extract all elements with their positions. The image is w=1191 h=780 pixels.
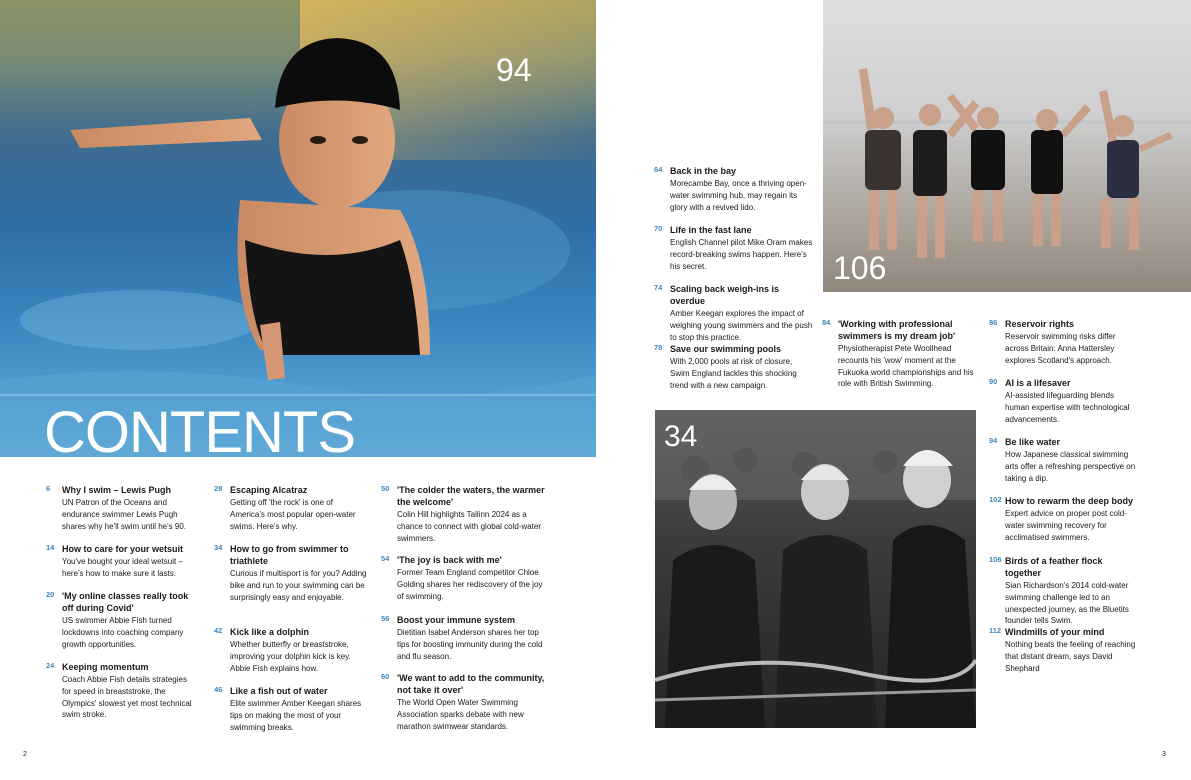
- toc-entry[interactable]: [654, 165, 814, 213]
- toc-description: The World Open Water Swimming Association sparks debate with new marathon swimwear standards.: [397, 698, 524, 731]
- toc-page-number: 94: [989, 436, 998, 445]
- toc-title: Scaling back weigh-ins is overdue: [670, 284, 780, 306]
- photo-page-label: 34: [664, 420, 698, 453]
- toc-description: Getting off 'the rock' is one of America's most popular open-water swims. Here's why.: [230, 498, 356, 531]
- toc-page-number: 84: [822, 318, 831, 327]
- toc-entry[interactable]: [654, 224, 814, 272]
- toc-description: Expert advice on proper post cold-water swimming recovery for acclimatised swimmers.: [1005, 509, 1127, 542]
- toc-description: Sian Richardson's 2014 cold-water swimming challenge led to an unexpected journey, as the Bluetits founder tells Swim.: [1005, 581, 1129, 626]
- toc-entry[interactable]: [214, 543, 368, 603]
- toc-page-number: 56: [381, 614, 390, 623]
- toc-title: Boost your immune system: [397, 615, 516, 625]
- toc-entry[interactable]: [989, 555, 1139, 627]
- toc-description: Whether butterfly or breaststroke, improving your dolphin kick is key. Abbie Fish explains how.: [230, 640, 351, 673]
- toc-page-number: 24: [46, 661, 55, 670]
- toc-title: Birds of a feather flock together: [1005, 556, 1103, 578]
- toc-page-number: 42: [214, 626, 223, 635]
- toc-description: Physiotherapist Pete Woollhead recounts his 'wow' moment at the Fukuoka world championships and his role with British Swimming.: [838, 344, 974, 389]
- toc-page-number: 112: [989, 626, 1002, 635]
- beach-swimmers-illustration: [823, 0, 1191, 292]
- toc-entry[interactable]: [654, 283, 814, 343]
- toc-page-number: 60: [381, 672, 390, 681]
- toc-entry[interactable]: [46, 590, 196, 650]
- toc-page-number: 64: [654, 165, 663, 174]
- toc-entry[interactable]: [989, 377, 1139, 425]
- toc-description: How Japanese classical swimming arts offer a refreshing perspective on taking a dip.: [1005, 450, 1136, 483]
- toc-entry[interactable]: [46, 543, 196, 580]
- toc-title: Life in the fast lane: [670, 225, 752, 235]
- toc-description: UN Patron of the Oceans and endurance swimmer Lewis Pugh shares why he'll swim until he's 90.: [62, 498, 186, 531]
- toc-description: English Channel pilot Mike Oram makes record-breaking swims happen. Here's his secret.: [670, 238, 813, 271]
- toc-page-number: 86: [989, 318, 998, 327]
- toc-page-number: 74: [654, 283, 663, 292]
- toc-entry[interactable]: [822, 318, 980, 390]
- toc-title: Back in the bay: [670, 166, 737, 176]
- toc-title: How to go from swimmer to triathlete: [230, 544, 349, 566]
- toc-description: Former Team England competitor Chloe Golding shares her rediscovery of the joy of swimming.: [397, 568, 543, 601]
- toc-page-number: 78: [654, 343, 663, 352]
- toc-description: Dietitian Isabel Anderson shares her top tips for boosting immunity during the cold and flu season.: [397, 628, 543, 661]
- toc-title: Windmills of your mind: [1005, 627, 1105, 637]
- toc-title: How to rewarm the deep body: [1005, 496, 1134, 506]
- toc-entry[interactable]: [989, 495, 1139, 543]
- toc-title: 'We want to add to the community, not take it over': [397, 673, 545, 695]
- toc-page-number: 106: [989, 555, 1002, 564]
- toc-description: Morecambe Bay, once a thriving open-water swimming hub, may regain its glory with a revived lido.: [670, 179, 807, 212]
- toc-title: Reservoir rights: [1005, 319, 1075, 329]
- beach-swimmers-photo: [823, 0, 1191, 292]
- left-page-number: 2: [23, 751, 27, 758]
- photo-page-label: 106: [833, 250, 887, 286]
- toc-entry[interactable]: [989, 318, 1139, 366]
- triathletes-illustration: [655, 410, 976, 728]
- toc-page-number: 102: [989, 495, 1002, 504]
- toc-page-number: 6: [46, 484, 51, 493]
- toc-title: Kick like a dolphin: [230, 627, 310, 637]
- toc-page-number: 14: [46, 543, 55, 552]
- toc-description: With 2,000 pools at risk of closure, Swim England tackles this shocking trend with a new campaign.: [670, 357, 797, 390]
- toc-page-number: 90: [989, 377, 998, 386]
- toc-title: Escaping Alcatraz: [230, 485, 308, 495]
- toc-entry[interactable]: [381, 672, 545, 732]
- toc-description: AI-assisted lifeguarding blends human expertise with technological advancements.: [1005, 391, 1130, 424]
- toc-title: AI is a lifesaver: [1005, 378, 1071, 388]
- toc-description: Elite swimmer Amber Keegan shares tips on making the most of your swimming breaks.: [230, 699, 362, 732]
- toc-title: 'The joy is back with me': [397, 555, 502, 565]
- toc-description: Reservoir swimming risks differ across Britain: Anna Hattersley explores Scotland's approach.: [1005, 332, 1116, 365]
- toc-description: Nothing beats the feeling of reaching that distant dream, says David Shephard: [1005, 640, 1136, 673]
- toc-entry[interactable]: [214, 484, 368, 532]
- toc-description: US swimmer Abbie Fish turned lockdowns into coaching company growth opportunities.: [62, 616, 184, 649]
- toc-entry[interactable]: [381, 484, 545, 544]
- toc-title: Keeping momentum: [62, 662, 149, 672]
- toc-page-number: 46: [214, 685, 223, 694]
- toc-entry[interactable]: [46, 661, 196, 721]
- toc-entry[interactable]: [654, 343, 814, 391]
- photo-page-label: 94: [496, 52, 532, 88]
- toc-title: 'The colder the waters, the warmer the welcome': [397, 485, 545, 507]
- toc-description: Colin Hill highlights Tallinn 2024 as a chance to connect with global cold-water swimmers.: [397, 510, 542, 543]
- triathletes-photo: [655, 410, 976, 728]
- toc-title: Like a fish out of water: [230, 686, 328, 696]
- toc-page-number: 70: [654, 224, 663, 233]
- toc-title: 'Working with professional swimmers is my dream job': [838, 319, 956, 341]
- swimmer-photo: [0, 0, 596, 457]
- toc-entry[interactable]: [214, 626, 368, 674]
- toc-description: You've bought your ideal wetsuit – here's how to make sure it lasts.: [62, 557, 183, 578]
- toc-page-number: 28: [214, 484, 223, 493]
- toc-entry[interactable]: [989, 436, 1139, 484]
- toc-entry[interactable]: [381, 554, 545, 602]
- toc-page-number: 34: [214, 543, 223, 552]
- toc-description: Curious if multisport is for you? Adding bike and run to your swimming can be surprisingly easy and enjoyable.: [230, 569, 367, 602]
- toc-title: 'My online classes really took off during Covid': [62, 591, 189, 613]
- toc-page-number: 50: [381, 484, 390, 493]
- toc-entry[interactable]: [46, 484, 196, 532]
- toc-page-number: 20: [46, 590, 55, 599]
- toc-title: How to care for your wetsuit: [62, 544, 184, 554]
- toc-title: Why I swim – Lewis Pugh: [62, 485, 172, 495]
- toc-page-number: 54: [381, 554, 390, 563]
- toc-description: Coach Abbie Fish details strategies for speed in breaststroke, the Olympics' slowest yet most technical swim stroke.: [62, 675, 192, 720]
- right-page-number: 3: [1162, 751, 1166, 758]
- toc-entry[interactable]: [214, 685, 368, 733]
- toc-description: Amber Keegan explores the impact of weighing young swimmers and the push to stop this practice.: [670, 309, 813, 342]
- toc-entry[interactable]: [989, 626, 1139, 674]
- contents-heading: CONTENTS: [44, 400, 355, 457]
- toc-title: Be like water: [1005, 437, 1061, 447]
- toc-title: Save our swimming pools: [670, 344, 782, 354]
- toc-entry[interactable]: [381, 614, 545, 662]
